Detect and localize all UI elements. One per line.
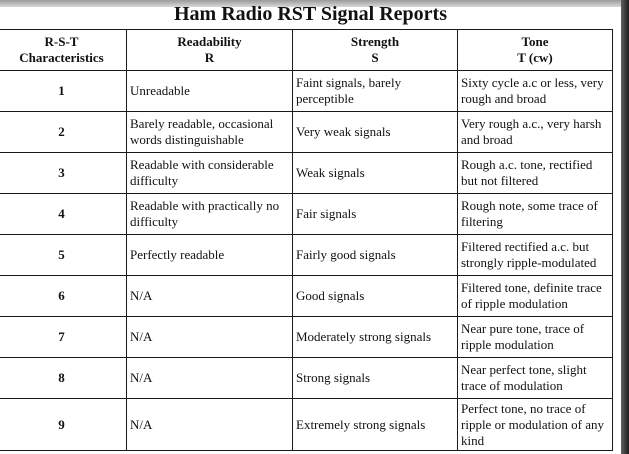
table-row	[0, 317, 613, 358]
tone-cell: Filtered tone, definite trace of ripple modulation	[458, 276, 613, 317]
table-row	[0, 399, 613, 451]
strength-cell: Fair signals	[293, 194, 458, 235]
strength-cell: Moderately strong signals	[293, 317, 458, 358]
header-strength: Strength S	[293, 30, 458, 71]
tone-cell: Rough note, some trace of filtering	[458, 194, 613, 235]
page-title: Ham Radio RST Signal Reports	[173, 3, 447, 25]
readability-cell: Readable with considerable difficulty	[127, 153, 293, 194]
header-readability: Readability R	[127, 30, 293, 71]
strength-cell: Fairly good signals	[293, 235, 458, 276]
rst-value-cell: 5	[0, 235, 127, 276]
strength-cell: Extremely strong signals	[293, 399, 458, 451]
rst-value-cell: 7	[0, 317, 127, 358]
table-row	[0, 358, 613, 399]
readability-cell: Barely readable, occasional words distinguishable	[127, 112, 293, 153]
rst-value-cell: 9	[0, 399, 127, 451]
readability-cell: Perfectly readable	[127, 235, 293, 276]
table-row	[0, 71, 613, 112]
strength-cell: Very weak signals	[293, 112, 458, 153]
table-row	[0, 112, 613, 153]
rst-value-cell: 1	[0, 71, 127, 112]
rst-value-cell: 2	[0, 112, 127, 153]
tone-cell: Perfect tone, no trace of ripple or modulation of any kind	[458, 399, 613, 451]
rst-table	[0, 29, 613, 451]
readability-cell: N/A	[127, 317, 293, 358]
readability-cell: N/A	[127, 399, 293, 451]
tone-cell: Very rough a.c., very harsh and broad	[458, 112, 613, 153]
rst-value-cell: 6	[0, 276, 127, 317]
readability-cell: N/A	[127, 276, 293, 317]
readability-cell: N/A	[127, 358, 293, 399]
strength-cell: Faint signals, barely perceptible	[293, 71, 458, 112]
table-header-row	[0, 30, 613, 71]
tone-cell: Filtered rectified a.c. but strongly ripple-modulated	[458, 235, 613, 276]
table-row	[0, 276, 613, 317]
header-tone: Tone T (cw)	[458, 30, 613, 71]
table-row	[0, 235, 613, 276]
tone-cell: Near perfect tone, slight trace of modulation	[458, 358, 613, 399]
strength-cell: Good signals	[293, 276, 458, 317]
rst-value-cell: 4	[0, 194, 127, 235]
strength-cell: Weak signals	[293, 153, 458, 194]
header-rst-characteristics: R-S-T Characteristics	[0, 30, 127, 71]
table-row	[0, 153, 613, 194]
tone-cell: Sixty cycle a.c or less, very rough and broad	[458, 71, 613, 112]
tone-cell: Near pure tone, trace of ripple modulation	[458, 317, 613, 358]
rst-value-cell: 8	[0, 358, 127, 399]
tone-cell: Rough a.c. tone, rectified but not filtered	[458, 153, 613, 194]
table-row	[0, 194, 613, 235]
readability-cell: Unreadable	[127, 71, 293, 112]
readability-cell: Readable with practically no difficulty	[127, 194, 293, 235]
strength-cell: Strong signals	[293, 358, 458, 399]
rst-value-cell: 3	[0, 153, 127, 194]
right-edge-shadow	[621, 0, 629, 454]
